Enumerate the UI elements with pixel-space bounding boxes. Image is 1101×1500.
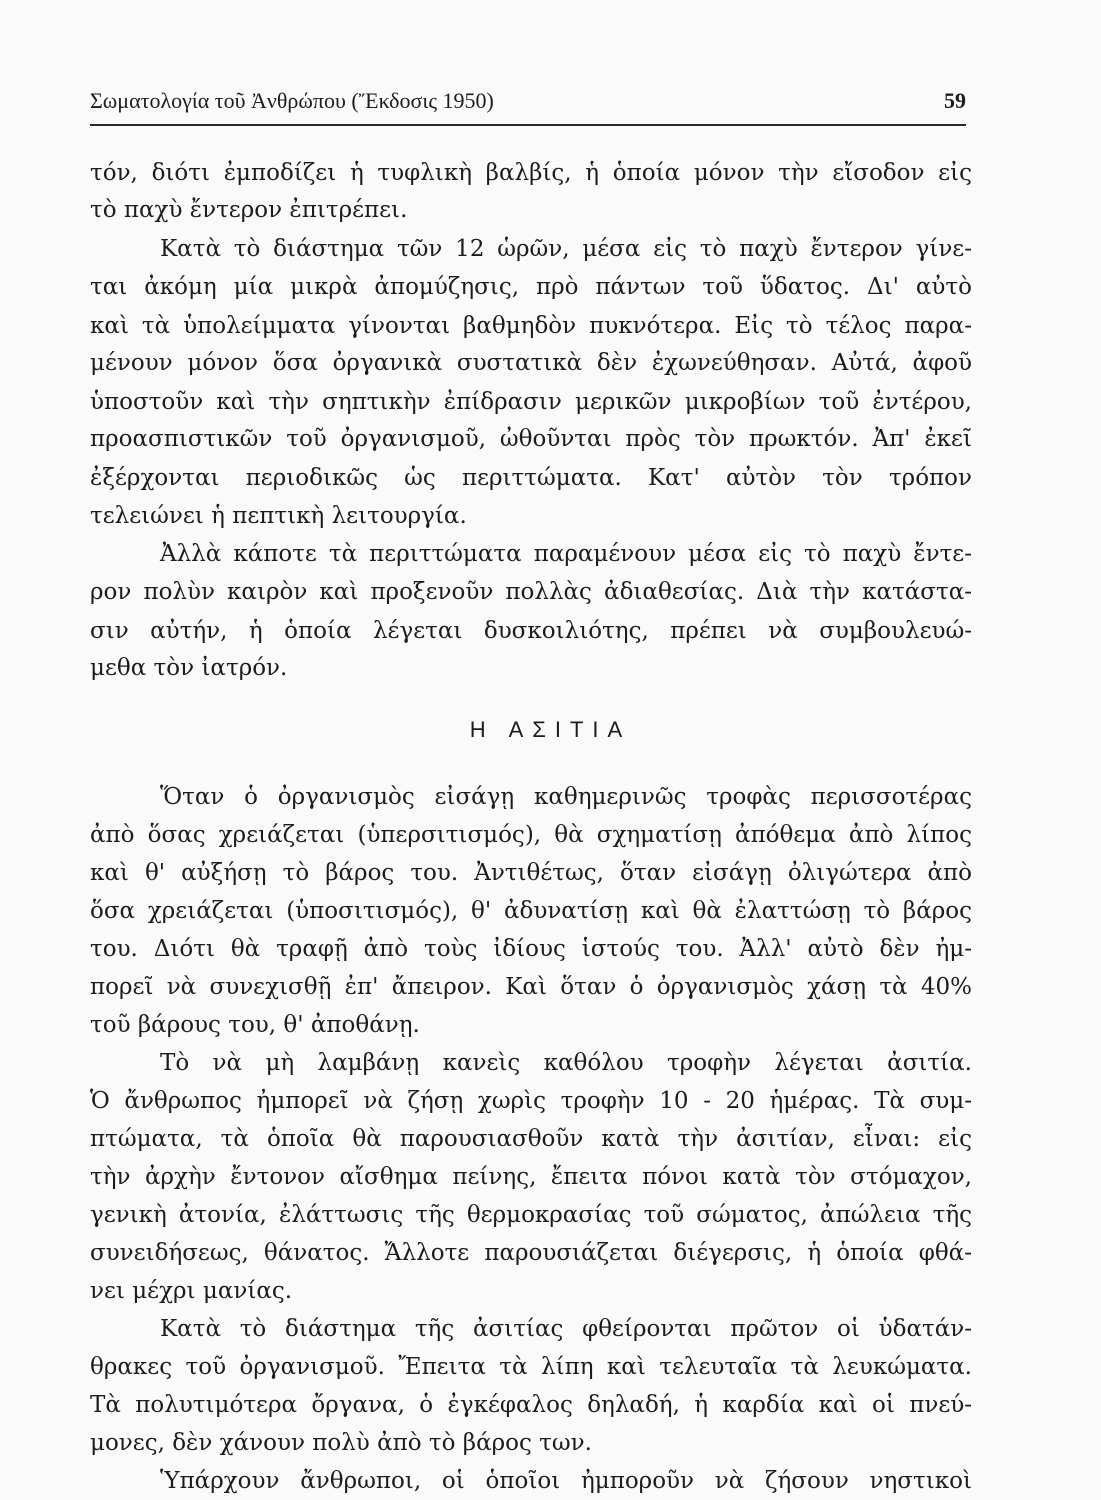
text-line: Ὁ ἄνθρωπος ἠμπορεῖ νὰ ζήσῃ χωρὶς τροφὴν 10 - 20 ἡμέρας. Τὰ συμ- <box>90 1088 972 1114</box>
page-number: 59 <box>944 88 966 113</box>
text-line: του. Διότι θὰ τραφῇ ἀπὸ τοὺς ἰδίους ἱστούς του. Ἀλλ' αὐτὸ δὲν ἠμ- <box>90 936 972 962</box>
text-line: τὴν ἀρχὴν ἔντονον αἴσθημα πείνης, ἔπειτα πόνοι κατὰ τὸν στόμαχον, <box>90 1164 972 1190</box>
text-line: Τὸ νὰ μὴ λαμβάνῃ κανεὶς καθόλου τροφὴν λέγεται ἀσιτία. <box>160 1050 972 1076</box>
text-line: νει μέχρι μανίας. <box>90 1278 293 1304</box>
text-line: Κατὰ τὸ διάστημα τῶν 12 ὡρῶν, μέσα εἰς τὸ παχὺ ἔντερον γίνε- <box>160 236 972 262</box>
text-line: μένουν μόνον ὅσα ὀργανικὰ συστατικὰ δὲν ἐχωνεύθησαν. Αὐτά, ἀφοῦ <box>90 350 972 376</box>
text-line: καὶ τὰ ὑπολείμματα γίνονται βαθμηδὸν πυκνότερα. Εἰς τὸ τέλος παρα- <box>90 313 972 339</box>
text-line: σιν αὐτήν, ἡ ὁποία λέγεται δυσκοιλιότης, πρέπει νὰ συμβουλευώ- <box>90 618 972 644</box>
text-line: Ὑπάρχουν ἄνθρωποι, οἱ ὁποῖοι ἠμποροῦν νὰ ζήσουν νηστικοὶ <box>160 1468 972 1494</box>
text-line: ἀπὸ ὅσας χρειάζεται (ὑπερσιτισμός), θὰ σχηματίσῃ ἀπόθεμα ἀπὸ λίπος <box>90 822 972 848</box>
running-header <box>90 88 966 120</box>
section-heading: Η ΑΣΙΤΙΑ <box>469 717 632 742</box>
text-line: Ἀλλὰ κάποτε τὰ περιττώματα παραμένουν μέσα εἰς τὸ παχὺ ἔντε- <box>160 541 972 567</box>
text-line: θρακες τοῦ ὀργανισμοῦ. Ἔπειτα τὰ λίπη καὶ τελευταῖα τὰ λευκώματα. <box>90 1354 972 1380</box>
text-line: Τὰ πολυτιμότερα ὄργανα, ὁ ἐγκέφαλος δηλαδή, ἡ καρδία καὶ οἱ πνεύ- <box>90 1392 972 1418</box>
text-line: ρον πολὺν καιρὸν καὶ προξενοῦν πολλὰς ἀδιαθεσίας. Διὰ τὴν κατάστα- <box>90 579 972 605</box>
text-line: μονες, δὲν χάνουν πολὺ ἀπὸ τὸ βάρος των. <box>90 1430 592 1456</box>
text-line: προασπιστικῶν τοῦ ὀργανισμοῦ, ὠθοῦνται πρὸς τὸν πρωκτόν. Ἀπ' ἐκεῖ <box>90 426 972 452</box>
text-line: μεθα τὸν ἰατρόν. <box>90 655 288 681</box>
text-line: τὸ παχὺ ἔντερον ἐπιτρέπει. <box>90 197 408 223</box>
text-line: ἐξέρχονται περιοδικῶς ὡς περιττώματα. Κατ' αὐτὸν τὸν τρόπον <box>90 465 972 491</box>
text-line: συνειδήσεως, θάνατος. Ἄλλοτε παρουσιάζεται διέγερσις, ἡ ὁποία φθά- <box>90 1240 972 1266</box>
text-line: πορεῖ νὰ συνεχισθῇ ἐπ' ἄπειρον. Καὶ ὅταν ὁ ὀργανισμὸς χάσῃ τὰ 40% <box>90 974 972 1000</box>
text-line: πτώματα, τὰ ὁποῖα θὰ παρουσιασθοῦν κατὰ τὴν ἀσιτίαν, εἶναι: εἰς <box>90 1126 972 1152</box>
text-line: Ὅταν ὁ ὀργανισμὸς εἰσάγῃ καθημερινῶς τροφὰς περισσοτέρας <box>160 784 972 810</box>
text-line: τόν, διότι ἐμποδίζει ἡ τυφλικὴ βαλβίς, ἡ ὁποία μόνον τὴν εἴσοδον εἰς <box>90 160 972 186</box>
text-line: ται ἀκόμη μία μικρὰ ἀπομύζησις, πρὸ πάντων τοῦ ὕδατος. Δι' αὐτὸ <box>90 274 972 300</box>
text-line: τελειώνει ἡ πεπτικὴ λειτουργία. <box>90 503 467 529</box>
text-line: τοῦ βάρους του, θ' ἀποθάνῃ. <box>90 1012 420 1038</box>
text-line: καὶ θ' αὐξήσῃ τὸ βάρος του. Ἀντιθέτως, ὅταν εἰσάγῃ ὀλιγώτερα ἀπὸ <box>90 860 972 886</box>
running-title: Σωματολογία τοῦ Ἀνθρώπου (Ἔκδοσις 1950) <box>90 88 494 113</box>
text-line: Κατὰ τὸ διάστημα τῆς ἀσιτίας φθείρονται πρῶτον οἱ ὑδατάν- <box>160 1316 972 1342</box>
header-rule <box>90 124 966 126</box>
text-line: γενικὴ ἀτονία, ἐλάττωσις τῆς θερμοκρασίας τοῦ σώματος, ἀπώλεια τῆς <box>90 1202 972 1228</box>
text-line: ὅσα χρειάζεται (ὑποσιτισμός), θ' ἀδυνατίσῃ καὶ θὰ ἐλαττώσῃ τὸ βάρος <box>90 898 972 924</box>
text-line: ὑποστοῦν καὶ τὴν σηπτικὴν ἐπίδρασιν μερικῶν μικροβίων τοῦ ἐντέρου, <box>90 389 972 415</box>
